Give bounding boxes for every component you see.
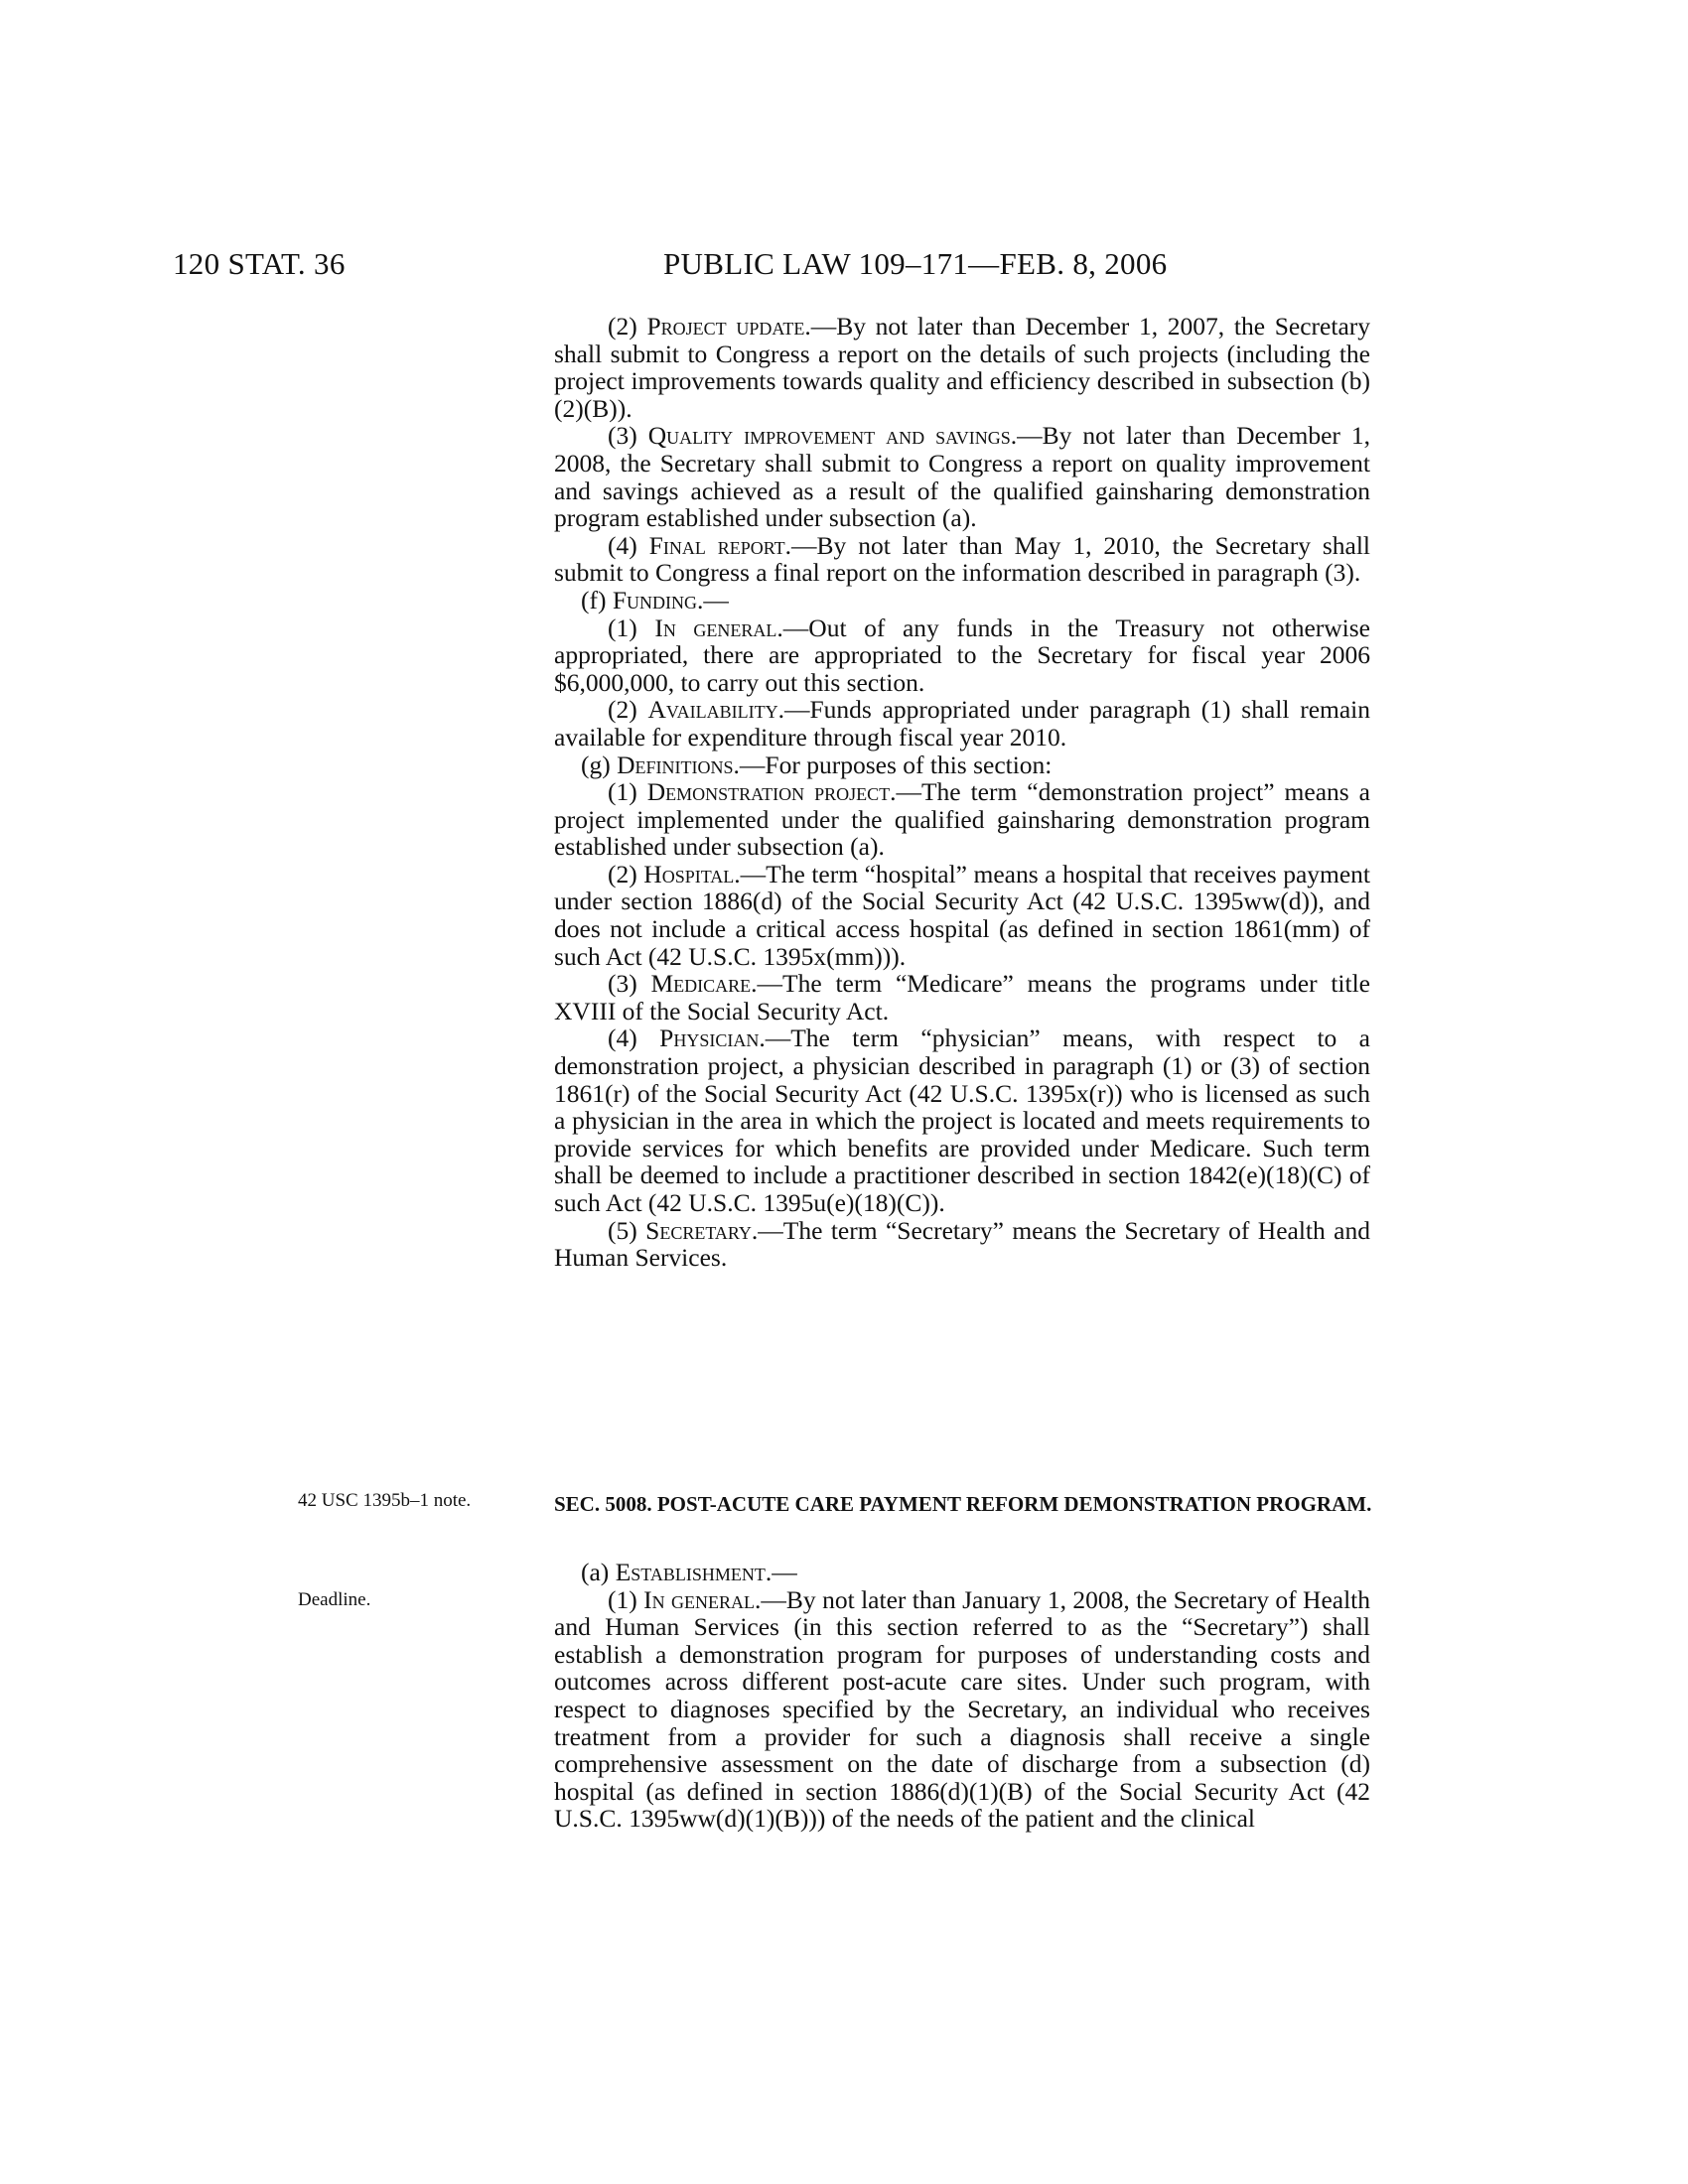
paragraph: (2) Hospital.—The term “hospital” means a hospital that receives payment under section 1886(d) of the Social Security Act (42 U.S.C. 1395ww(d)), and does not include a critical access hospital (as defined in section 1861(mm) of such Act (42 U.S.C. 1395x(mm))).: [554, 859, 1371, 971]
page-stat-number: 120 STAT. 36: [173, 246, 346, 281]
subsection-heading: (a) Establishment.—: [581, 1558, 797, 1586]
paragraph: (4) Final report.—By not later than May 1, 2010, the Secretary shall submit to Congress a final report on the information described in paragraph (3).: [554, 530, 1371, 588]
paragraph: (1) In general.—Out of any funds in the Treasury not otherwise appropriated, there are appropriated to the Secretary for fiscal year 2006 $6,000,000, to carry out this section.: [554, 613, 1371, 697]
paragraph: (3) Quality improvement and savings.—By not later than December 1, 2008, the Secretary shall submit to Congress a report on quality improvement and savings achieved as a result of the qualified gainsharing demonstration program established under subsection (a).: [554, 421, 1370, 533]
paragraph: (3) Medicare.—The term “Medicare” means the programs under title XVIII of the Social Security Act.: [554, 969, 1370, 1025]
section-heading: SEC. 5008. POST-ACUTE CARE PAYMENT REFORM DEMONSTRATION PROGRAM.: [554, 1492, 1372, 1516]
paragraph: (2) Availability.—Funds appropriated under paragraph (1) shall remain available for expenditure through fiscal year 2010.: [554, 695, 1371, 751]
paragraph: (1) Demonstration project.—The term “demonstration project” means a project implemented under the qualified gainsharing demonstration program established under subsection (a).: [554, 777, 1370, 862]
subsection-heading: (g) Definitions.—For purposes of this section:: [581, 750, 1053, 779]
paragraph: (2) Project update.—By not later than December 1, 2007, the Secretary shall submit to Congress a report on the details of such projects (including the project improvements towards quality and efficiency described in subsection (b)(2)(B)).: [554, 312, 1370, 423]
usc-margin-note: 42 USC 1395b–1 note.: [298, 1490, 472, 1511]
section-text-body: [554, 1559, 1370, 1833]
deadline-margin-note: Deadline.: [298, 1589, 371, 1610]
paragraph: (4) Physician.—The term “physician” means, with respect to a demonstration project, a physician described in paragraph (1) or (3) of section 1861(r) of the Social Security Act (42 U.S.C. 1395x(r)) who is licensed as such a physician in the area in which the project is located and meets requirements to provide services for which benefits are provided under Medicare. Such term shall be deemed to include a practitioner described in section 1842(e)(18)(C) of such Act (42 U.S.C. 1395u(e)(18)(C)).: [554, 1024, 1370, 1217]
paragraph: (5) Secretary.—The term “Secretary” means the Secretary of Health and Human Services.: [554, 1215, 1370, 1273]
paragraph: (1) In general.—By not later than January 1, 2008, the Secretary of Health and Human Services (in this section referred to as the “Secretary”) shall establish a demonstration program for purposes of understanding costs and outcomes across different post-acute care sites. Under such program, with respect to diagnoses specified by the Secretary, an individual who receives treatment from a provider for such a diagnosis shall receive a single comprehensive assessment on the date of discharge from a subsection (d) hospital (as defined in section 1886(d)(1)(B) of the Social Security Act (42 U.S.C. 1395ww(d)(1)(B))) of the needs of the patient and the clinical: [554, 1584, 1371, 1834]
law-text-body: [554, 313, 1370, 1272]
subsection-heading: (f) Funding.—: [581, 585, 729, 614]
running-header: PUBLIC LAW 109–171—FEB. 8, 2006: [663, 246, 1168, 281]
